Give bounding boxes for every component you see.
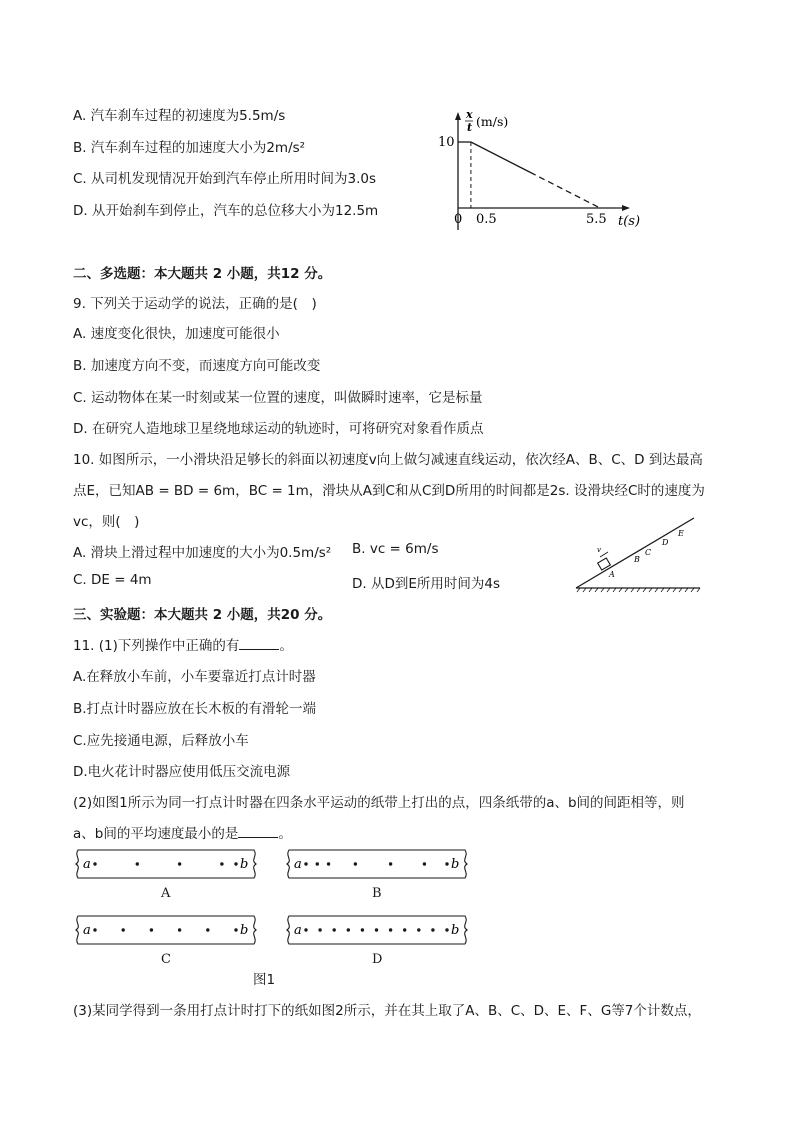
graph-y-unit: (m/s) [476,114,509,129]
tape-end-b: b [240,923,249,938]
tape-dot [431,928,434,931]
tape-dot [327,862,330,865]
graph-x-tick-55: 5.5 [586,212,607,227]
tape-dot [445,928,448,931]
tape-dot [178,862,181,865]
q9-stem: 9. 下列关于运动学的说法，正确的是( ) [73,296,317,312]
q9-option-b: B. 加速度方向不变，而速度方向可能改变 [73,358,321,374]
q10-stem-line2: 点E，已知AB = BD = 6m，BC = 1m，滑块从A到C和从C到D所用的时间都是2s. 设滑块经C时的速度为 [73,483,705,499]
label-A: A [609,570,615,579]
q11-part1-blank[interactable] [239,637,279,650]
q11-option-d: D.电火花计时器应使用低压交流电源 [73,764,291,780]
label-E: E [678,529,684,538]
q8-option-a: A. 汽车刹车过程的初速度为5.5m/s [73,108,286,124]
section-2-heading: 二、多选题：本大题共 2 小题，共12 分。 [73,266,332,282]
tape-label-a: A [161,886,171,901]
label-C: C [645,548,652,557]
q11-part2-blank[interactable] [238,825,278,838]
tape-dot [93,928,96,931]
tape-label-b: B [372,886,382,901]
q8-option-c: C. 从司机发现情况开始到汽车停止所用时间为3.0s [73,171,377,187]
q10-incline-figure [574,514,704,594]
tape-dot [389,928,392,931]
q10-stem-line3: vc，则( ) [73,514,140,530]
tape-dot [375,928,378,931]
q8-vt-graph [430,106,650,234]
q11-part1-stem [73,634,293,654]
tape-dot [234,862,237,865]
tape-dot [361,928,364,931]
q9-option-a: A. 速度变化很快，加速度可能很小 [73,326,280,342]
paper-tape-c [72,912,260,948]
q10-option-b: B. vc = 6m/s [352,541,439,557]
q10-option-d: D. 从D到E所用时间为4s [352,576,501,592]
graph-y-label-den: t [467,121,473,134]
tape-dot [150,928,153,931]
tape-dot [347,928,350,931]
q8-option-b: B. 汽车刹车过程的加速度大小为2m/s² [73,140,306,156]
label-v: v [597,546,601,554]
figure1-caption: 图1 [253,972,276,988]
graph-y-arrow [455,112,461,120]
tape-dot [354,862,357,865]
q11-part2-text: a、b间的平均速度最小的是 [73,826,239,842]
paper-tape-a [72,846,260,882]
tape-end-a: a [294,857,302,872]
q11-option-b: B.打点计时器应放在长木板的有滑轮一端 [73,701,317,717]
tape-end-a: a [294,923,302,938]
tape-dot [318,928,321,931]
incline-slope [576,518,694,588]
tape-dot [234,928,237,931]
tape-outline [76,916,256,944]
tape-dot [122,928,125,931]
graph-y-tick-10: 10 [438,135,455,150]
graph-origin: 0 [454,212,463,227]
paper-tape-d [283,912,471,948]
graph-x-label: t(s) [618,214,641,229]
q9-option-d: D. 在研究人造地球卫星绕地球运动的轨迹时，可将研究对象看作质点 [73,421,484,437]
tape-dot [206,928,209,931]
q8-option-d: D. 从开始刹车到停止，汽车的总位移大小为12.5m [73,203,379,219]
tape-label-c: C [161,952,171,967]
tape-end-a: a [83,923,91,938]
tape-end-b: b [451,857,460,872]
tape-end-a: a [83,857,91,872]
tape-dot [423,862,426,865]
section-3-heading: 三、实验题：本大题共 2 小题，共20 分。 [73,607,332,623]
graph-x-arrow [622,205,630,211]
tape-dot [445,862,448,865]
q11-option-a: A.在释放小车前，小车要靠近打点计时器 [73,669,316,685]
graph-decel-dashed [530,172,600,208]
tape-dot [304,928,307,931]
q10-option-a: A. 滑块上滑过程中加速度的大小为0.5m/s² [73,545,332,561]
q11-part2-end: 。 [278,826,292,842]
q11-part2-line2 [73,822,292,842]
q11-part1-end: 。 [279,638,293,654]
q11-part1-text: 11. (1)下列操作中正确的有 [73,638,240,654]
velocity-arrow [600,552,608,557]
tape-dot [389,862,392,865]
tape-end-b: b [451,923,460,938]
paper-tape-b [283,846,471,882]
tape-dot [136,862,139,865]
label-B: B [634,555,640,564]
label-D: D [662,538,669,547]
q11-option-c: C.应先接通电源，后释放小车 [73,733,249,749]
q10-stem-line1: 10. 如图所示，一小滑块沿足够长的斜面以初速度v向上做匀减速直线运动，依次经A、B、C、D 到达最高 [73,452,703,468]
tape-outline [76,850,256,878]
q10-option-c: C. DE = 4m [73,572,152,588]
q11-part2-line1: (2)如图1所示为同一打点计时器在四条水平运动的纸带上打出的点，四条纸带的a、b间的间距相等，则 [73,795,685,811]
tape-dot [220,862,223,865]
tape-dot [417,928,420,931]
tape-dot [93,862,96,865]
tape-dot [316,862,319,865]
graph-decel-solid [471,142,530,172]
graph-y-label-num: x [466,108,473,121]
tape-dot [403,928,406,931]
tape-label-d: D [372,952,383,967]
graph-x-tick-05: 0.5 [476,212,497,227]
tape-end-b: b [240,857,249,872]
q9-option-c: C. 运动物体在某一时刻或某一位置的速度，叫做瞬时速率，它是标量 [73,390,483,406]
q11-part3-line1: (3)某同学得到一条用打点计时打下的纸如图2所示，并在其上取了A、B、C、D、E、F、G等7个计数点， [73,1003,701,1019]
tape-dot [333,928,336,931]
tape-dot [178,928,181,931]
tape-outline [287,850,467,878]
tape-dot [304,862,307,865]
